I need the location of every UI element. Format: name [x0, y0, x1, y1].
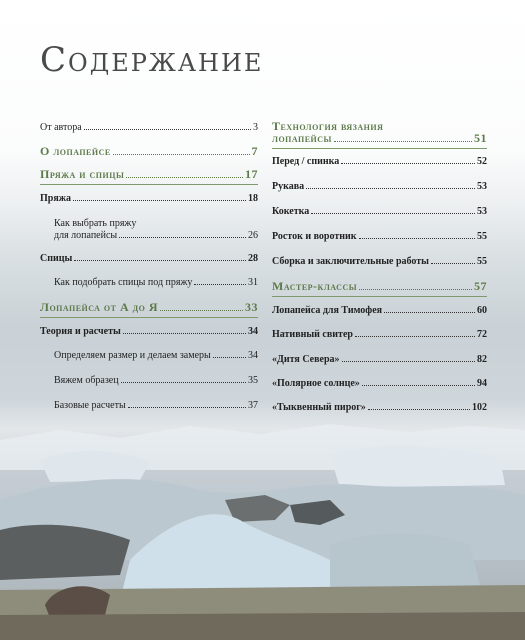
- leader-dots: [84, 129, 251, 130]
- page-number: 17: [245, 167, 258, 181]
- leader-dots: [341, 163, 475, 164]
- toc-section-heading[interactable]: Пряжа и спицы 17: [40, 167, 258, 181]
- page-number: 72: [477, 329, 487, 340]
- leader-dots: [306, 188, 475, 189]
- page-title: Содержание: [40, 40, 264, 80]
- leader-dots: [362, 385, 475, 386]
- toc-entry[interactable]: Теория и расчеты 34: [40, 326, 258, 337]
- page-number: 51: [474, 131, 487, 145]
- leader-dots: [368, 409, 470, 410]
- toc-entry[interactable]: «Полярное солнце» 94: [272, 378, 487, 389]
- leader-dots: [113, 154, 250, 155]
- page-number: 18: [248, 193, 258, 204]
- leader-dots: [355, 336, 475, 337]
- section-divider: [272, 148, 487, 149]
- page-number: 34: [248, 350, 258, 361]
- toc-subentry[interactable]: Как выбрать пряжу для лопапейсы 26: [54, 218, 258, 241]
- leader-dots: [311, 213, 475, 214]
- page-number: 28: [248, 253, 258, 264]
- page-number: 7: [251, 144, 258, 158]
- toc-subentry[interactable]: Базовые расчеты 37: [54, 400, 258, 411]
- toc-section-heading[interactable]: Технология вязания лопапейсы 51: [272, 119, 487, 145]
- page-number: 34: [248, 326, 258, 337]
- page-number: 102: [472, 402, 487, 413]
- leader-dots: [334, 141, 472, 142]
- page-number: 26: [248, 230, 258, 241]
- leader-dots: [119, 237, 246, 238]
- toc-subentry[interactable]: Вяжем образец 35: [54, 375, 258, 386]
- page-number: 60: [477, 305, 487, 316]
- toc-entry[interactable]: Спицы 28: [40, 253, 258, 264]
- leader-dots: [359, 289, 472, 290]
- page-number: 35: [248, 375, 258, 386]
- leader-dots: [126, 177, 243, 178]
- leader-dots: [194, 284, 246, 285]
- toc-subentry[interactable]: Определяем размер и делаем замеры 34: [54, 350, 258, 361]
- page-number: 55: [477, 231, 487, 242]
- page-number: 37: [248, 400, 258, 411]
- toc-entry[interactable]: Пряжа 18: [40, 193, 258, 204]
- toc-section-heading[interactable]: О лопапейсе 7: [40, 144, 258, 158]
- page-number: 82: [477, 354, 487, 365]
- leader-dots: [128, 407, 246, 408]
- leader-dots: [160, 310, 243, 311]
- toc-entry[interactable]: От автора 3: [40, 122, 258, 133]
- page-number: 94: [477, 378, 487, 389]
- section-divider: [40, 317, 258, 318]
- section-divider: [40, 184, 258, 185]
- leader-dots: [342, 361, 475, 362]
- section-divider: [272, 296, 487, 297]
- page-number: 53: [477, 206, 487, 217]
- toc-section-heading[interactable]: Лопапейса от А до Я 33: [40, 300, 258, 314]
- page-number: 33: [245, 300, 258, 314]
- toc-subentry[interactable]: Как подобрать спицы под пряжу 31: [54, 277, 258, 288]
- toc-section-heading[interactable]: Мастер-классы 57: [272, 279, 487, 293]
- toc-entry[interactable]: Нативный свитер 72: [272, 329, 487, 340]
- leader-dots: [431, 263, 475, 264]
- leader-dots: [73, 200, 246, 201]
- leader-dots: [123, 333, 246, 334]
- toc-entry[interactable]: «Дитя Севера» 82: [272, 354, 487, 365]
- leader-dots: [74, 260, 246, 261]
- page-number: 31: [248, 277, 258, 288]
- toc-entry[interactable]: Рукава 53: [272, 181, 487, 192]
- page-number: 3: [253, 122, 258, 133]
- leader-dots: [121, 382, 246, 383]
- toc-entry[interactable]: «Тыквенный пирог» 102: [272, 402, 487, 413]
- page-number: 53: [477, 181, 487, 192]
- page-number: 52: [477, 156, 487, 167]
- page-number: 55: [477, 256, 487, 267]
- toc-entry[interactable]: Росток и воротник 55: [272, 231, 487, 242]
- leader-dots: [359, 238, 475, 239]
- toc-entry[interactable]: Кокетка 53: [272, 206, 487, 217]
- leader-dots: [384, 312, 475, 313]
- leader-dots: [213, 357, 246, 358]
- toc-entry[interactable]: Лопапейса для Тимофея 60: [272, 305, 487, 316]
- page-number: 57: [474, 279, 487, 293]
- toc-entry[interactable]: Перед / спинка 52: [272, 156, 487, 167]
- toc-entry[interactable]: Сборка и заключительные работы 55: [272, 256, 487, 267]
